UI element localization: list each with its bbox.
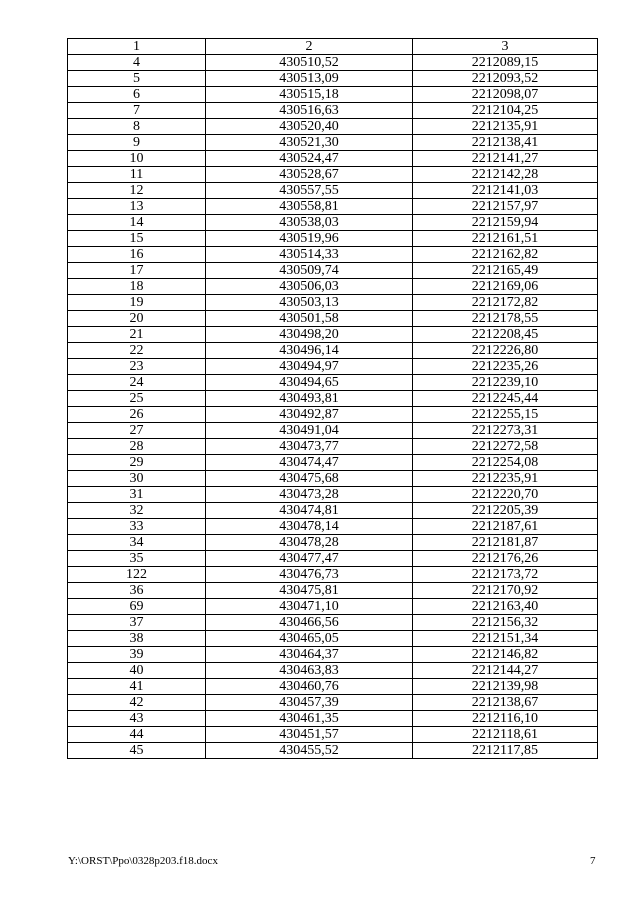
point-number-cell: 14	[68, 215, 206, 231]
y-coordinate-cell: 2212139,98	[413, 679, 598, 695]
x-coordinate-cell: 430557,55	[206, 183, 413, 199]
table-row	[68, 423, 598, 439]
x-coordinate-cell: 430515,18	[206, 87, 413, 103]
point-number-cell: 30	[68, 471, 206, 487]
point-number-cell: 26	[68, 407, 206, 423]
table-row	[68, 727, 598, 743]
x-coordinate-cell: 430513,09	[206, 71, 413, 87]
x-coordinate-cell: 430498,20	[206, 327, 413, 343]
table-row	[68, 87, 598, 103]
table-row	[68, 375, 598, 391]
point-number-cell: 33	[68, 519, 206, 535]
x-coordinate-cell: 430473,28	[206, 487, 413, 503]
table-row	[68, 711, 598, 727]
table-row	[68, 71, 598, 87]
y-coordinate-cell: 2212098,07	[413, 87, 598, 103]
x-coordinate-cell: 430528,67	[206, 167, 413, 183]
footer-page-number: 7	[590, 855, 596, 867]
footer-file-path: Y:\ORST\Ppo\0328p203.f18.docx	[68, 855, 218, 867]
table-row	[68, 487, 598, 503]
y-coordinate-cell: 2212205,39	[413, 503, 598, 519]
y-coordinate-cell: 2212138,67	[413, 695, 598, 711]
y-coordinate-cell: 2212176,26	[413, 551, 598, 567]
y-coordinate-cell: 2212163,40	[413, 599, 598, 615]
table-row	[68, 631, 598, 647]
y-coordinate-cell: 2212235,26	[413, 359, 598, 375]
point-number-cell: 31	[68, 487, 206, 503]
point-number-cell: 20	[68, 311, 206, 327]
point-number-cell: 44	[68, 727, 206, 743]
table-row	[68, 119, 598, 135]
table-row	[68, 455, 598, 471]
x-coordinate-cell: 430473,77	[206, 439, 413, 455]
table-body	[68, 55, 598, 759]
x-coordinate-cell: 430494,65	[206, 375, 413, 391]
y-coordinate-cell: 2212151,34	[413, 631, 598, 647]
point-number-cell: 18	[68, 279, 206, 295]
y-coordinate-cell: 2212245,44	[413, 391, 598, 407]
point-number-cell: 19	[68, 295, 206, 311]
point-number-cell: 40	[68, 663, 206, 679]
x-coordinate-cell: 430491,04	[206, 423, 413, 439]
x-coordinate-cell: 430461,35	[206, 711, 413, 727]
y-coordinate-cell: 2212156,32	[413, 615, 598, 631]
x-coordinate-cell: 430509,74	[206, 263, 413, 279]
table-row	[68, 359, 598, 375]
y-coordinate-cell: 2212116,10	[413, 711, 598, 727]
x-coordinate-cell: 430478,14	[206, 519, 413, 535]
table-row	[68, 391, 598, 407]
x-coordinate-cell: 430524,47	[206, 151, 413, 167]
x-coordinate-cell: 430538,03	[206, 215, 413, 231]
point-number-cell: 23	[68, 359, 206, 375]
point-number-cell: 22	[68, 343, 206, 359]
x-coordinate-cell: 430492,87	[206, 407, 413, 423]
y-coordinate-cell: 2212159,94	[413, 215, 598, 231]
x-coordinate-cell: 430466,56	[206, 615, 413, 631]
y-coordinate-cell: 2212181,87	[413, 535, 598, 551]
y-coordinate-cell: 2212169,06	[413, 279, 598, 295]
table-row	[68, 263, 598, 279]
y-coordinate-cell: 2212141,27	[413, 151, 598, 167]
point-number-cell: 43	[68, 711, 206, 727]
point-number-cell: 32	[68, 503, 206, 519]
y-coordinate-cell: 2212142,28	[413, 167, 598, 183]
y-coordinate-cell: 2212104,25	[413, 103, 598, 119]
point-number-cell: 36	[68, 583, 206, 599]
x-coordinate-cell: 430471,10	[206, 599, 413, 615]
column-header-3: 3	[413, 39, 598, 55]
y-coordinate-cell: 2212220,70	[413, 487, 598, 503]
y-coordinate-cell: 2212187,61	[413, 519, 598, 535]
table-row	[68, 599, 598, 615]
point-number-cell: 9	[68, 135, 206, 151]
x-coordinate-cell: 430558,81	[206, 199, 413, 215]
y-coordinate-cell: 2212146,82	[413, 647, 598, 663]
x-coordinate-cell: 430503,13	[206, 295, 413, 311]
y-coordinate-cell: 2212170,92	[413, 583, 598, 599]
y-coordinate-cell: 2212239,10	[413, 375, 598, 391]
point-number-cell: 11	[68, 167, 206, 183]
table-row	[68, 439, 598, 455]
table-row	[68, 199, 598, 215]
table-row	[68, 567, 598, 583]
y-coordinate-cell: 2212089,15	[413, 55, 598, 71]
y-coordinate-cell: 2212235,91	[413, 471, 598, 487]
x-coordinate-cell: 430474,47	[206, 455, 413, 471]
x-coordinate-cell: 430493,81	[206, 391, 413, 407]
x-coordinate-cell: 430519,96	[206, 231, 413, 247]
y-coordinate-cell: 2212093,52	[413, 71, 598, 87]
table-row	[68, 471, 598, 487]
point-number-cell: 7	[68, 103, 206, 119]
table-row	[68, 663, 598, 679]
point-number-cell: 28	[68, 439, 206, 455]
y-coordinate-cell: 2212178,55	[413, 311, 598, 327]
table-row	[68, 503, 598, 519]
table-row	[68, 55, 598, 71]
point-number-cell: 10	[68, 151, 206, 167]
y-coordinate-cell: 2212118,61	[413, 727, 598, 743]
x-coordinate-cell: 430520,40	[206, 119, 413, 135]
table-row	[68, 183, 598, 199]
point-number-cell: 21	[68, 327, 206, 343]
y-coordinate-cell: 2212273,31	[413, 423, 598, 439]
table-row	[68, 279, 598, 295]
table-row	[68, 231, 598, 247]
x-coordinate-cell: 430464,37	[206, 647, 413, 663]
table-row	[68, 247, 598, 263]
x-coordinate-cell: 430460,76	[206, 679, 413, 695]
point-number-cell: 41	[68, 679, 206, 695]
point-number-cell: 17	[68, 263, 206, 279]
x-coordinate-cell: 430455,52	[206, 743, 413, 759]
column-header-1: 1	[68, 39, 206, 55]
y-coordinate-cell: 2212161,51	[413, 231, 598, 247]
table-row	[68, 647, 598, 663]
y-coordinate-cell: 2212135,91	[413, 119, 598, 135]
point-number-cell: 15	[68, 231, 206, 247]
point-number-cell: 12	[68, 183, 206, 199]
x-coordinate-cell: 430496,14	[206, 343, 413, 359]
table-row	[68, 679, 598, 695]
x-coordinate-cell: 430494,97	[206, 359, 413, 375]
table-row	[68, 743, 598, 759]
y-coordinate-cell: 2212173,72	[413, 567, 598, 583]
y-coordinate-cell: 2212226,80	[413, 343, 598, 359]
x-coordinate-cell: 430463,83	[206, 663, 413, 679]
x-coordinate-cell: 430478,28	[206, 535, 413, 551]
table-row	[68, 535, 598, 551]
point-number-cell: 35	[68, 551, 206, 567]
x-coordinate-cell: 430510,52	[206, 55, 413, 71]
y-coordinate-cell: 2212165,49	[413, 263, 598, 279]
x-coordinate-cell: 430475,81	[206, 583, 413, 599]
point-number-cell: 34	[68, 535, 206, 551]
x-coordinate-cell: 430476,73	[206, 567, 413, 583]
point-number-cell: 6	[68, 87, 206, 103]
point-number-cell: 5	[68, 71, 206, 87]
point-number-cell: 42	[68, 695, 206, 711]
x-coordinate-cell: 430521,30	[206, 135, 413, 151]
y-coordinate-cell: 2212208,45	[413, 327, 598, 343]
x-coordinate-cell: 430477,47	[206, 551, 413, 567]
point-number-cell: 13	[68, 199, 206, 215]
coordinates-table	[67, 38, 598, 759]
y-coordinate-cell: 2212272,58	[413, 439, 598, 455]
point-number-cell: 38	[68, 631, 206, 647]
y-coordinate-cell: 2212254,08	[413, 455, 598, 471]
point-number-cell: 27	[68, 423, 206, 439]
x-coordinate-cell: 430514,33	[206, 247, 413, 263]
x-coordinate-cell: 430506,03	[206, 279, 413, 295]
point-number-cell: 69	[68, 599, 206, 615]
point-number-cell: 37	[68, 615, 206, 631]
point-number-cell: 8	[68, 119, 206, 135]
x-coordinate-cell: 430474,81	[206, 503, 413, 519]
x-coordinate-cell: 430465,05	[206, 631, 413, 647]
point-number-cell: 24	[68, 375, 206, 391]
x-coordinate-cell: 430501,58	[206, 311, 413, 327]
x-coordinate-cell: 430475,68	[206, 471, 413, 487]
table-row	[68, 551, 598, 567]
table-row	[68, 295, 598, 311]
table-row	[68, 167, 598, 183]
point-number-cell: 45	[68, 743, 206, 759]
x-coordinate-cell: 430516,63	[206, 103, 413, 119]
x-coordinate-cell: 430457,39	[206, 695, 413, 711]
table-row	[68, 343, 598, 359]
table-row	[68, 311, 598, 327]
y-coordinate-cell: 2212138,41	[413, 135, 598, 151]
point-number-cell: 25	[68, 391, 206, 407]
point-number-cell: 39	[68, 647, 206, 663]
y-coordinate-cell: 2212157,97	[413, 199, 598, 215]
column-header-2: 2	[206, 39, 413, 55]
point-number-cell: 4	[68, 55, 206, 71]
y-coordinate-cell: 2212172,82	[413, 295, 598, 311]
table-row	[68, 407, 598, 423]
point-number-cell: 16	[68, 247, 206, 263]
point-number-cell: 29	[68, 455, 206, 471]
table-row	[68, 215, 598, 231]
table-row	[68, 615, 598, 631]
table-row	[68, 103, 598, 119]
point-number-cell: 122	[68, 567, 206, 583]
table-row	[68, 583, 598, 599]
y-coordinate-cell: 2212162,82	[413, 247, 598, 263]
y-coordinate-cell: 2212141,03	[413, 183, 598, 199]
table-row	[68, 151, 598, 167]
table-row	[68, 135, 598, 151]
y-coordinate-cell: 2212144,27	[413, 663, 598, 679]
table-header-row	[68, 39, 598, 55]
y-coordinate-cell: 2212117,85	[413, 743, 598, 759]
y-coordinate-cell: 2212255,15	[413, 407, 598, 423]
x-coordinate-cell: 430451,57	[206, 727, 413, 743]
table-row	[68, 695, 598, 711]
table-row	[68, 327, 598, 343]
table-row	[68, 519, 598, 535]
